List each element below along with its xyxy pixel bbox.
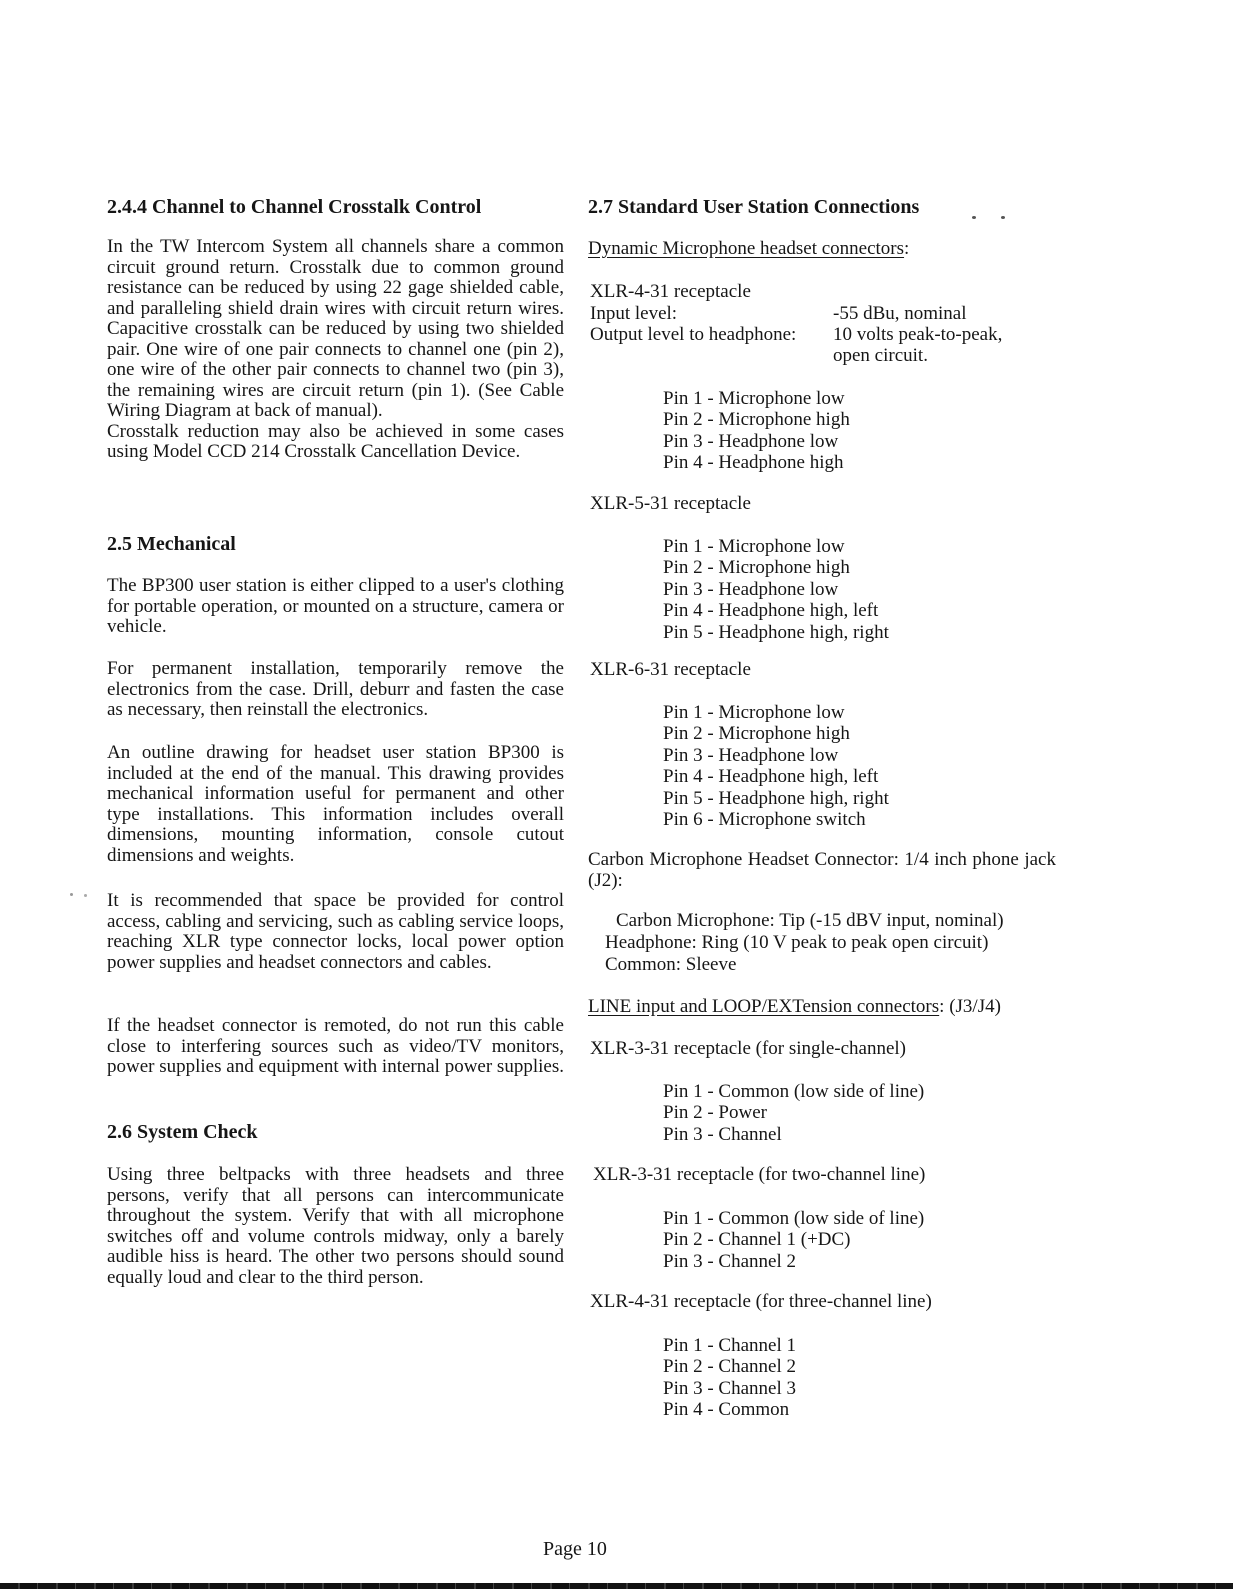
pin-item: Pin 2 - Channel 2 [663,1356,796,1378]
spec-value-line: 10 volts peak-to-peak, [833,324,1003,345]
pin-item: Pin 2 - Microphone high [663,409,850,431]
pin-item: Pin 5 - Headphone high, right [663,621,889,643]
paragraph: In the TW Intercom System all channels share a common circuit ground return. Crosstalk due to common ground resistance can be reduced by using 22 gage shielded cable, and paralleling shield drain wires with circuit return wires. Capacitive crosstalk can be reduced by using two shielded pair. One wire of one pair connects to channel one (pin 2), one wire of the other pair connects to channel two (pin 3), the remaining wires are circuit return (pin 1). (See Cable Wiring Diagram at back of manual). [107,236,564,421]
scan-speck [70,893,73,896]
paragraph: The BP300 user station is either clipped to a user's clothing for portable operation, or mounted on a structure, camera or vehicle. [107,575,564,637]
paragraph: Crosstalk reduction may also be achieved in some cases using Model CCD 214 Crosstalk Cancellation Device. [107,420,564,462]
pin-item: Pin 1 - Microphone low [663,388,845,409]
subheading-suffix: : (J3/J4) [939,996,1001,1017]
pin-item: Pin 3 - Channel [663,1123,782,1145]
colon: : [904,238,910,259]
pin-item: Pin 2 - Power [663,1102,767,1124]
spec-label: Output level to headphone: [590,324,797,345]
pin-item: Pin 6 - Microphone switch [663,809,866,831]
xlr-4-31-three-pin-list [663,1335,1053,1421]
carbon-line: Common: Sleeve [605,953,737,975]
pin-item: Pin 2 - Channel 1 (+DC) [663,1229,851,1251]
xlr-3-31-single-title: XLR-3-31 receptacle (for single-channel) [590,1038,906,1059]
pin-item: Pin 1 - Microphone low [663,536,845,557]
xlr-3-31-two-pin-list [663,1208,1053,1272]
pin-item: Pin 3 - Headphone low [663,430,839,452]
xlr-3-31-single-pin-list [663,1081,1053,1145]
pin-item: Pin 3 - Headphone low [663,744,839,766]
spec-value [833,324,1056,366]
section-heading-2-5: 2.5 Mechanical [107,533,236,555]
pin-item: Pin 4 - Headphone high, left [663,600,879,622]
xlr-5-31-pin-list [663,536,1053,643]
pin-item: Pin 1 - Common (low side of line) [663,1208,925,1229]
spec-label: Input level: [590,303,678,324]
pin-item: Pin 1 - Common (low side of line) [663,1081,925,1102]
underlined-text: LINE input and LOOP/EXTension connectors [588,996,940,1017]
xlr-5-31-title: XLR-5-31 receptacle [590,493,751,514]
xlr-6-31-title: XLR-6-31 receptacle [590,659,751,680]
scan-speck [1001,216,1005,219]
paragraph: For permanent installation, temporarily remove the electronics from the case. Drill, deburr and fasten the case as necessary, then reinstall the electronics. [107,658,564,720]
pin-item: Pin 4 - Common [663,1399,790,1421]
carbon-line: Carbon Microphone: Tip (-15 dBV input, nominal) [616,910,1004,931]
carbon-connector-title: Carbon Microphone Headset Connector: 1/4 inch phone jack (J2): [588,849,1056,891]
pin-item: Pin 3 - Channel 2 [663,1250,796,1272]
underlined-text: Dynamic Microphone headset connectors [588,238,905,259]
section-heading-2-4-4: 2.4.4 Channel to Channel Crosstalk Control [107,196,482,218]
pin-item: Pin 2 - Microphone high [663,557,850,579]
paragraph: Using three beltpacks with three headsets and three persons, verify that all persons can intercommunicate throughout the system. Verify that with all microphone switches off and volume controls midway, only a barely audible hiss is heard. The other two persons should sound equally loud and clear to the third person. [107,1164,564,1288]
section-heading-2-6: 2.6 System Check [107,1121,258,1143]
page-number: Page 10 [543,1538,607,1560]
pin-item: Pin 4 - Headphone high [663,452,844,474]
crosstalk-section-text [107,237,564,463]
dynamic-mic-subheading [588,239,1056,260]
xlr-3-31-two-title: XLR-3-31 receptacle (for two-channel line) [593,1164,926,1185]
paragraph: It is recommended that space be provided for control access, cabling and servicing, such as cabling service loops, reaching XLR type connector locks, local power option power supplies and headset connectors and cables. [107,890,564,973]
pin-item: Pin 1 - Microphone low [663,702,845,723]
xlr-4-31-specs [590,303,1056,366]
pin-item: Pin 3 - Headphone low [663,578,839,600]
paragraph: An outline drawing for headset user station BP300 is included at the end of the manual. This drawing provides mechanical information useful for permanent and other type installations. This information includes overall dimensions, mounting information, console cutout dimensions and weights. [107,742,564,866]
xlr-6-31-pin-list [663,702,1053,830]
section-heading-2-7: 2.7 Standard User Station Connections [588,196,920,218]
pin-item: Pin 4 - Headphone high, left [663,766,879,788]
line-loop-subheading [588,997,1056,1018]
pin-item: Pin 5 - Headphone high, right [663,787,889,809]
paragraph: If the headset connector is remoted, do not run this cable close to interfering sources such as video/TV monitors, power supplies and equipment with internal power supplies. [107,1015,564,1077]
pin-item: Pin 1 - Channel 1 [663,1335,796,1356]
xlr-4-31-three-title: XLR-4-31 receptacle (for three-channel line) [590,1291,932,1312]
carbon-connector-lines [603,910,1056,975]
pin-item: Pin 3 - Channel 3 [663,1377,796,1399]
spec-value-line: open circuit. [833,345,928,366]
pin-item: Pin 2 - Microphone high [663,723,850,745]
scan-speck [972,216,976,219]
scan-speck [84,894,87,897]
spec-value: -55 dBu, nominal [833,303,967,324]
xlr-4-31-title: XLR-4-31 receptacle [590,281,751,302]
scan-edge-line [0,1583,1233,1589]
carbon-line: Headphone: Ring (10 V peak to peak open circuit) [605,931,989,953]
xlr-4-31-pin-list [663,388,1053,474]
